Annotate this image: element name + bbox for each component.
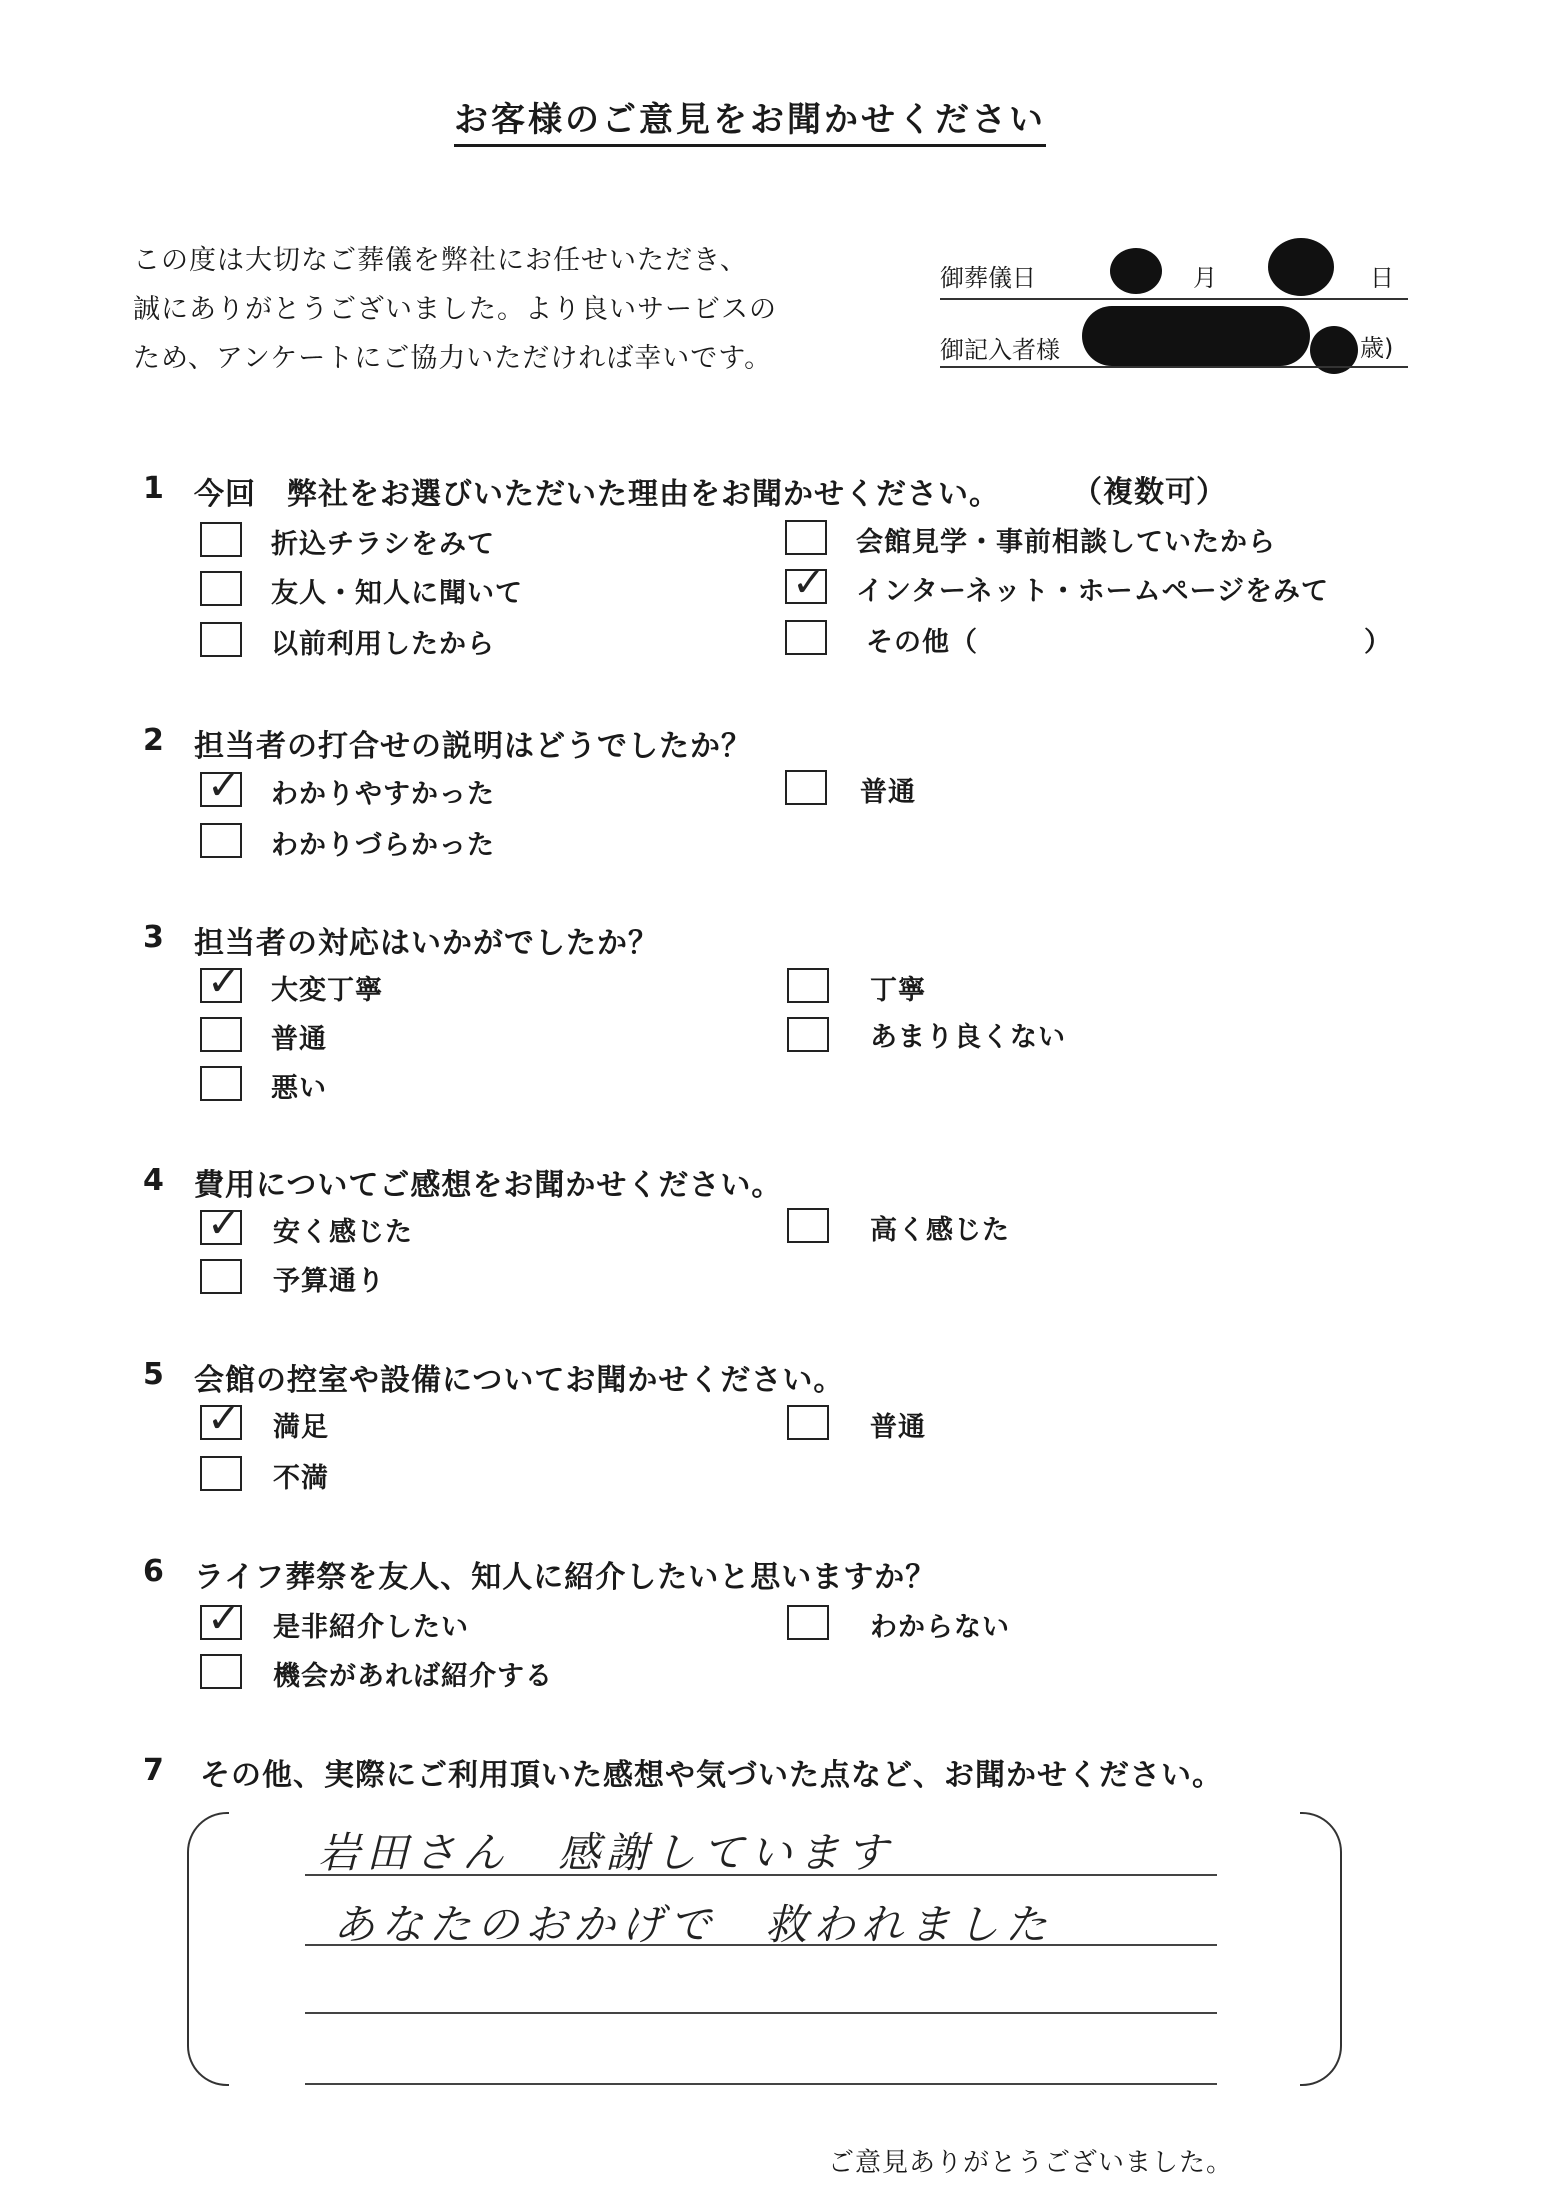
funeral-date-label: 御葬儀日 xyxy=(940,264,1036,292)
question-2-text: 担当者の打合せの説明はどうでしたか？ xyxy=(194,729,752,764)
option-label: 以前利用したから xyxy=(271,629,495,660)
age-suffix: 歳) xyxy=(1360,334,1394,362)
option-label: 満足 xyxy=(273,1412,329,1443)
question-number: 1 xyxy=(143,471,164,506)
redacted-day xyxy=(1268,238,1334,296)
checkbox[interactable] xyxy=(200,1066,242,1101)
checkbox[interactable] xyxy=(200,622,242,657)
intro-line: 誠にありがとうございました。より良いサービスの xyxy=(133,294,777,325)
question-number: 3 xyxy=(143,920,164,955)
checkmark-icon: ✓ xyxy=(207,959,241,1005)
option-label: 普通 xyxy=(860,777,916,808)
option-label: 友人・知人に聞いて xyxy=(271,578,523,609)
checkbox[interactable] xyxy=(787,1405,829,1440)
option-label: 大変丁寧 xyxy=(271,975,383,1006)
checkbox[interactable] xyxy=(200,1456,242,1491)
checkbox[interactable] xyxy=(787,968,829,1003)
question-number: 5 xyxy=(143,1357,164,1392)
question-number: 4 xyxy=(143,1163,164,1198)
checkbox[interactable] xyxy=(785,620,827,655)
writer-label: 御記入者様 xyxy=(940,336,1060,364)
question-7-text: その他、実際にご利用頂いた感想や気づいた点など、お聞かせください。 xyxy=(200,1758,1223,1793)
comment-box-right-bracket xyxy=(1300,1812,1342,2086)
question-6-text: ライフ葬祭を友人、知人に紹介したいと思いますか？ xyxy=(194,1560,937,1595)
option-label: 普通 xyxy=(271,1024,327,1055)
question-5-text: 会館の控室や設備についてお聞かせください。 xyxy=(194,1363,845,1398)
handwritten-comment-line: あなたのおかげで 救われました xyxy=(333,1900,1054,1949)
option-label: 悪い xyxy=(271,1073,327,1104)
checkbox[interactable] xyxy=(200,823,242,858)
option-label: 高く感じた xyxy=(870,1215,1010,1246)
checkmark-icon: ✓ xyxy=(207,1201,241,1247)
option-label: 是非紹介したい xyxy=(273,1612,469,1643)
checkbox[interactable] xyxy=(787,1605,829,1640)
checkbox[interactable] xyxy=(200,571,242,606)
footer-thanks: ご意見ありがとうございました。 xyxy=(828,2148,1234,2178)
question-3-text: 担当者の対応はいかがでしたか？ xyxy=(194,926,659,961)
option-label: わからない xyxy=(870,1612,1010,1643)
question-number: 7 xyxy=(143,1753,164,1788)
option-label: 会館見学・事前相談していたから xyxy=(856,527,1276,558)
option-label: 普通 xyxy=(870,1412,926,1443)
question-1-note: （複数可） xyxy=(1072,475,1227,510)
option-label: 折込チラシをみて xyxy=(271,529,495,560)
option-label: 安く感じた xyxy=(273,1217,413,1248)
question-number: 6 xyxy=(143,1554,164,1589)
checkbox[interactable] xyxy=(200,1017,242,1052)
comment-box-left-bracket xyxy=(187,1812,229,2086)
comment-rule xyxy=(305,2083,1217,2085)
comment-rule xyxy=(305,2012,1217,2014)
option-label: わかりづらかった xyxy=(271,830,495,861)
comment-rule xyxy=(305,1874,1217,1876)
intro-line: この度は大切なご葬儀を弊社にお任せいただき、 xyxy=(133,245,748,276)
checkbox[interactable] xyxy=(785,520,827,555)
comment-rule xyxy=(305,1944,1217,1946)
question-number: 2 xyxy=(143,723,164,758)
checkmark-icon: ✓ xyxy=(207,763,241,809)
funeral-date-underline xyxy=(940,298,1408,300)
checkbox[interactable] xyxy=(787,1017,829,1052)
option-label: 機会があれば紹介する xyxy=(273,1661,553,1692)
option-label: わかりやすかった xyxy=(271,779,495,810)
checkmark-icon: ✓ xyxy=(792,560,826,606)
checkbox[interactable] xyxy=(787,1208,829,1243)
checkbox[interactable] xyxy=(200,1259,242,1294)
redacted-writer-name xyxy=(1082,306,1310,366)
option-label: その他（ xyxy=(866,627,978,658)
option-label: 丁寧 xyxy=(870,975,926,1006)
month-label: 月 xyxy=(1193,264,1217,292)
intro-line: ため、アンケートにご協力いただければ幸いです。 xyxy=(133,343,773,374)
checkmark-icon: ✓ xyxy=(207,1596,241,1642)
option-label: 予算通り xyxy=(273,1266,385,1297)
intro-text xyxy=(133,236,777,383)
question-1-text: 今回 弊社をお選びいただいた理由をお聞かせください。 xyxy=(194,477,1000,512)
writer-underline xyxy=(940,366,1408,368)
checkbox[interactable] xyxy=(785,770,827,805)
option-label: 不満 xyxy=(273,1463,329,1494)
option-label: インターネット・ホームページをみて xyxy=(856,576,1330,607)
checkbox[interactable] xyxy=(200,1654,242,1689)
page-title: お客様のご意見をお聞かせください xyxy=(0,92,1500,141)
option-label: あまり良くない xyxy=(870,1022,1066,1053)
option-close-paren: ） xyxy=(1364,627,1392,658)
handwritten-comment-line: 岩田さん 感謝しています xyxy=(318,1828,895,1877)
day-label: 日 xyxy=(1370,264,1394,292)
checkbox[interactable] xyxy=(200,522,242,557)
question-4-text: 費用についてご感想をお聞かせください。 xyxy=(194,1168,783,1203)
checkmark-icon: ✓ xyxy=(207,1396,241,1442)
redacted-month xyxy=(1110,248,1162,294)
